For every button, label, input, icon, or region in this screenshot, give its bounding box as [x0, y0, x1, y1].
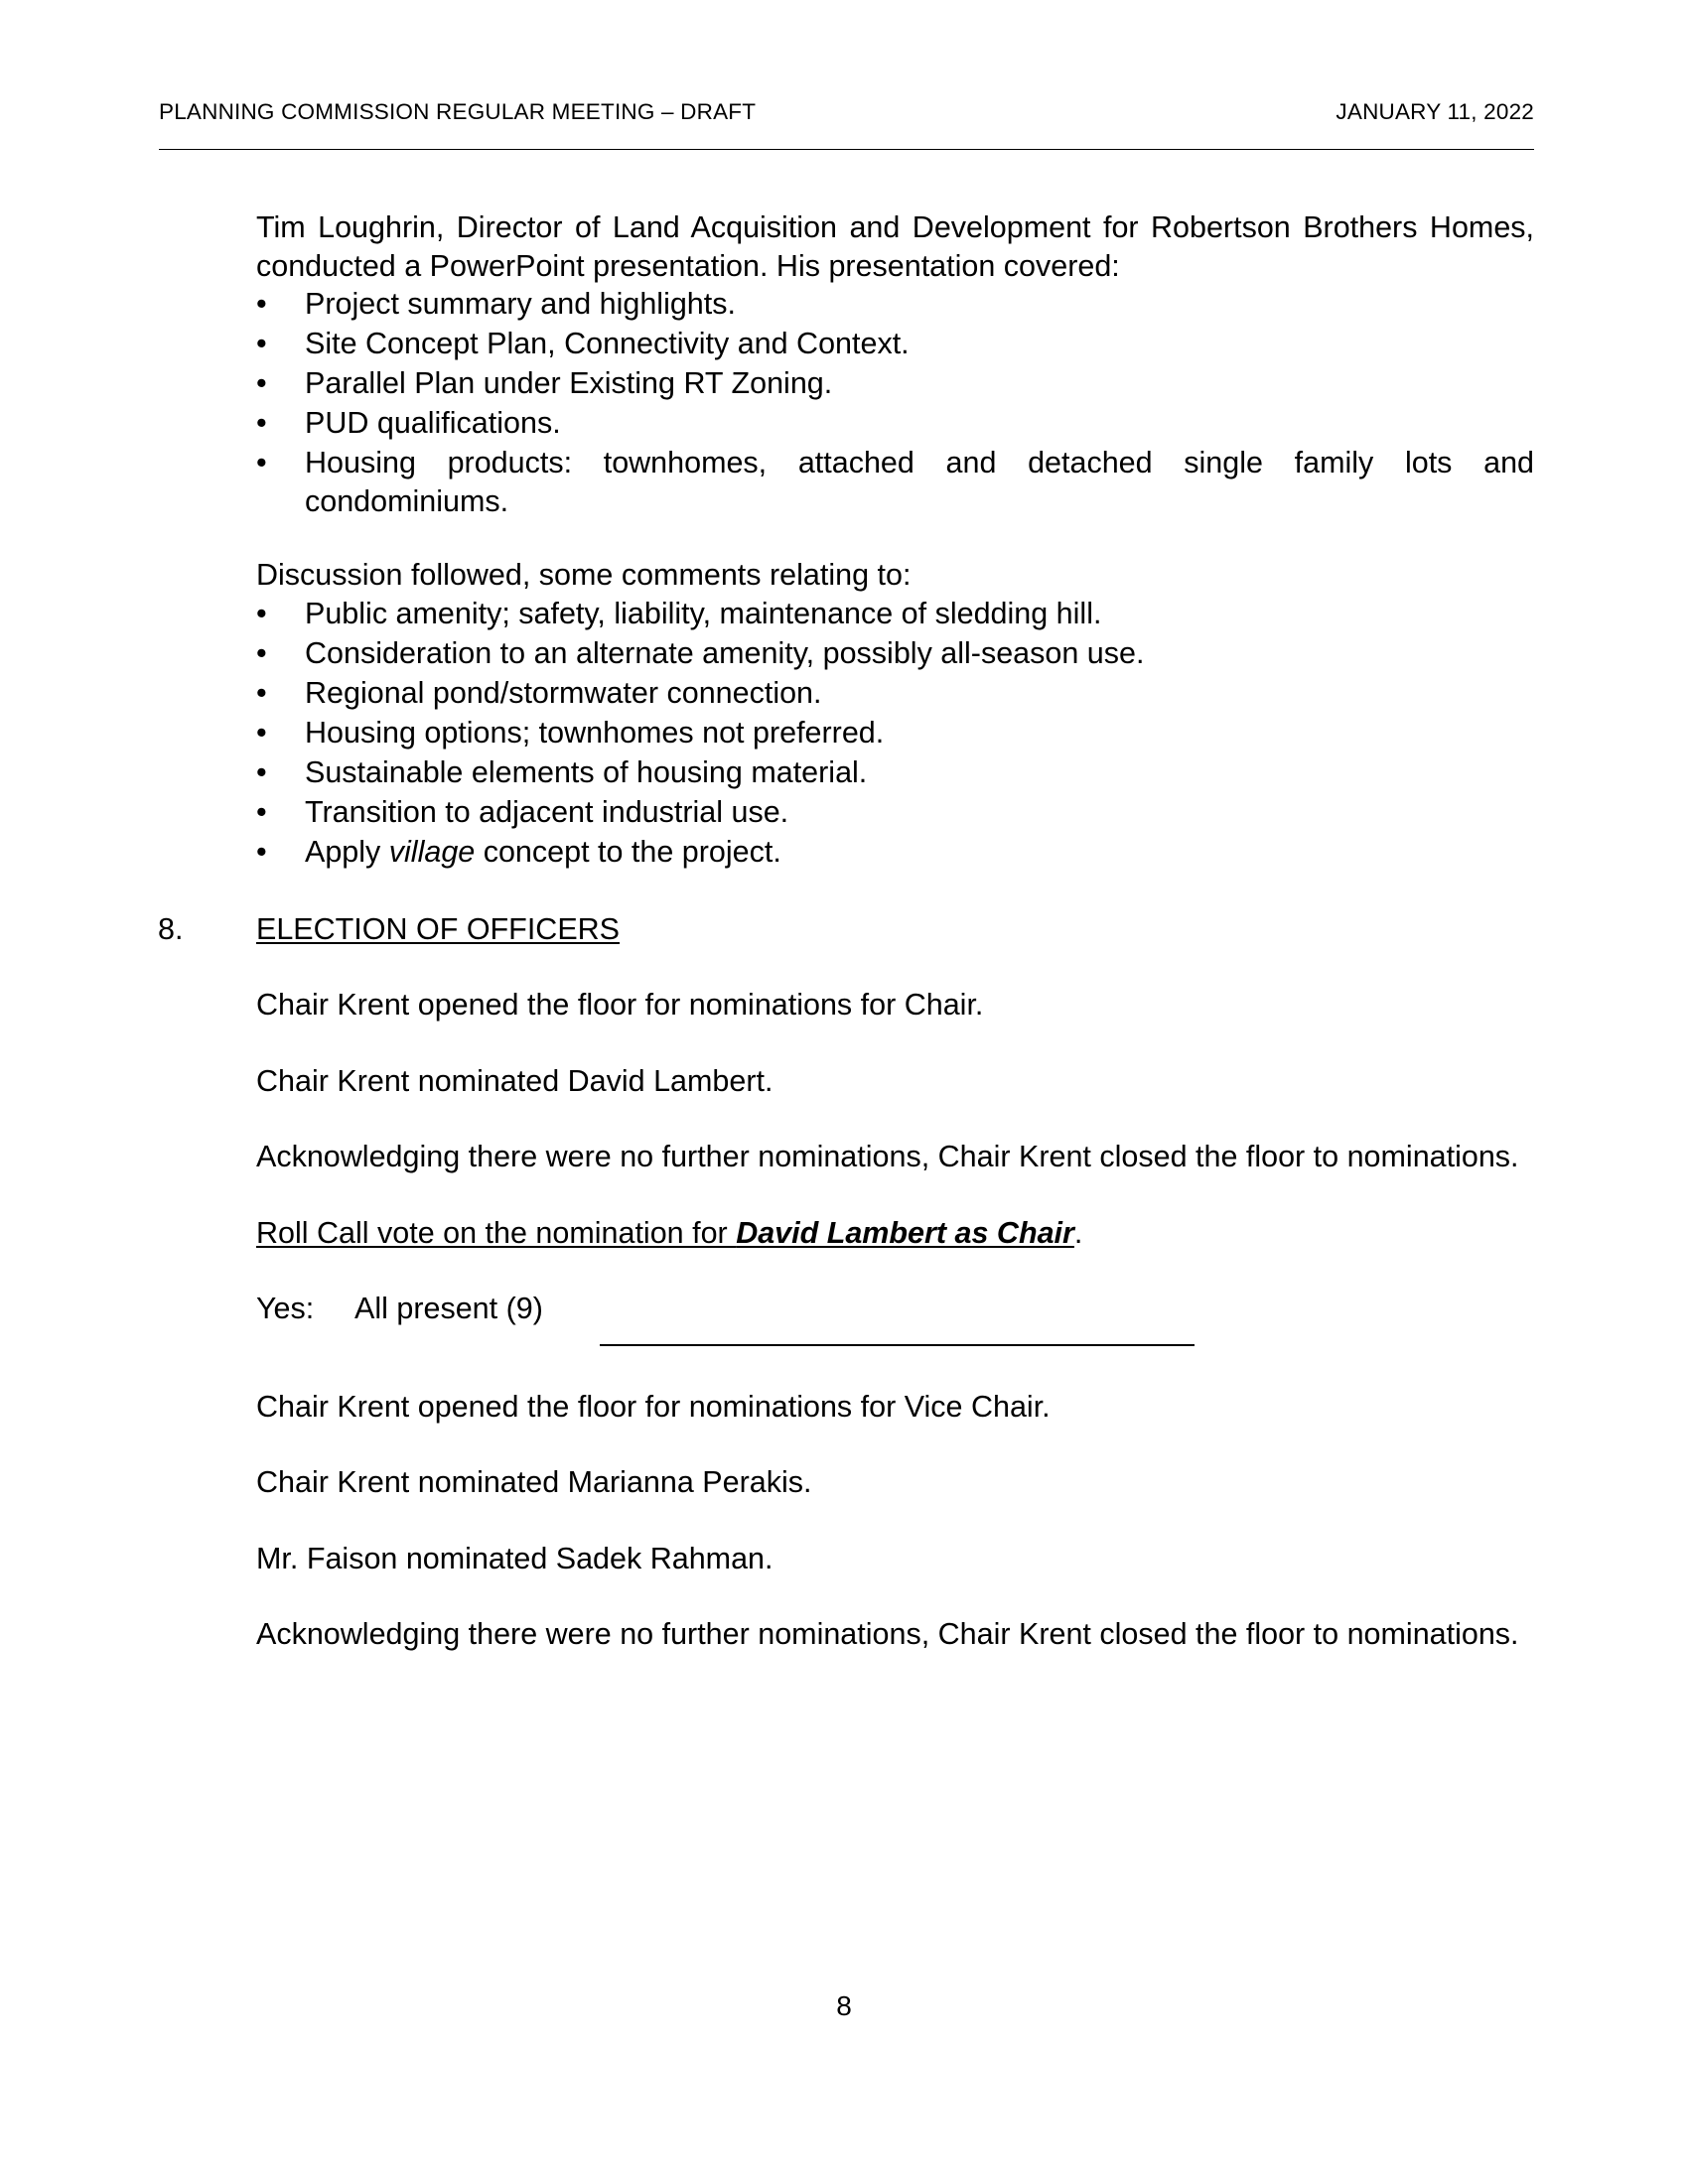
list-item: • Sustainable elements of housing material.	[256, 753, 1534, 793]
list-item: • Transition to adjacent industrial use.	[256, 793, 1534, 833]
discussion-list	[256, 595, 1534, 873]
vote-result	[256, 1290, 1534, 1328]
vice-nomination-text-1: Chair Krent nominated Marianna Perakis.	[256, 1465, 812, 1499]
list-item: • Regional pond/stormwater connection.	[256, 674, 1534, 714]
list-item: • Public amenity; safety, liability, maintenance of sledding hill.	[256, 595, 1534, 634]
page-number: 8	[836, 1990, 852, 2021]
roll-call-nominee: David Lambert as Chair	[736, 1215, 1074, 1250]
bullet-icon: •	[256, 406, 267, 440]
vote-value: All present (9)	[354, 1292, 543, 1325]
chair-nomination-text: Chair Krent nominated David Lambert.	[256, 1063, 774, 1098]
bullet-icon: •	[256, 446, 267, 479]
header-divider	[159, 149, 1534, 150]
list-item: • Site Concept Plan, Connectivity and Context.	[256, 325, 1534, 364]
bullet-icon: •	[256, 596, 267, 630]
header-date: JANUARY 11, 2022	[1336, 99, 1534, 124]
list-item: • Housing options; townhomes not preferred.	[256, 714, 1534, 753]
bullet-icon: •	[256, 834, 267, 869]
bullet-icon: •	[256, 675, 267, 710]
bullet-icon: •	[256, 715, 267, 750]
list-item: • Consideration to an alternate amenity, possibly all-season use.	[256, 634, 1534, 674]
document-body	[158, 208, 1534, 1654]
list-item: • Housing products: townhomes, attached and detached single family lots and condominiums.	[256, 446, 1534, 518]
bullet-icon: •	[256, 635, 267, 670]
bullet-icon: •	[256, 366, 267, 400]
header-meeting-title: PLANNING COMMISSION REGULAR MEETING – DRAFT	[159, 99, 757, 124]
chair-close-text: Acknowledging there were no further nominations, Chair Krent closed the floor to nominations.	[256, 1140, 1519, 1173]
village-emphasis: village	[388, 834, 476, 869]
presentation-intro: Tim Loughrin, Director of Land Acquisition and Development for Robertson Brothers Homes, conducted a PowerPoint presentation. His presentation covered:	[256, 210, 1534, 283]
page-header	[159, 99, 1534, 149]
list-item: • PUD qualifications.	[256, 404, 1534, 444]
bullet-icon: •	[256, 794, 267, 829]
bullet-icon: •	[256, 327, 267, 360]
bullet-icon: •	[256, 754, 267, 789]
section-title: ELECTION OF OFFICERS	[256, 911, 621, 946]
discussion-intro: Discussion followed, some comments relating to:	[256, 558, 912, 592]
presentation-list	[256, 285, 1534, 520]
election-section	[158, 910, 1534, 949]
list-item: • Parallel Plan under Existing RT Zoning.	[256, 364, 1534, 404]
bullet-icon: •	[256, 287, 267, 321]
list-item: • Project summary and highlights.	[256, 285, 1534, 325]
roll-call-line: Roll Call vote on the nomination for David Lambert as Chair.	[256, 1215, 1083, 1250]
section-number: 8.	[158, 911, 184, 946]
vice-close-text: Acknowledging there were no further nominations, Chair Krent closed the floor to nominations.	[256, 1617, 1519, 1651]
list-item: • Apply village concept to the project.	[256, 833, 1534, 873]
vice-open-text: Chair Krent opened the floor for nominations for Vice Chair.	[256, 1389, 1051, 1424]
vice-nomination-text-2: Mr. Faison nominated Sadek Rahman.	[256, 1541, 774, 1575]
vote-label: Yes:	[256, 1292, 315, 1325]
chair-open-text: Chair Krent opened the floor for nominations for Chair.	[256, 988, 984, 1022]
